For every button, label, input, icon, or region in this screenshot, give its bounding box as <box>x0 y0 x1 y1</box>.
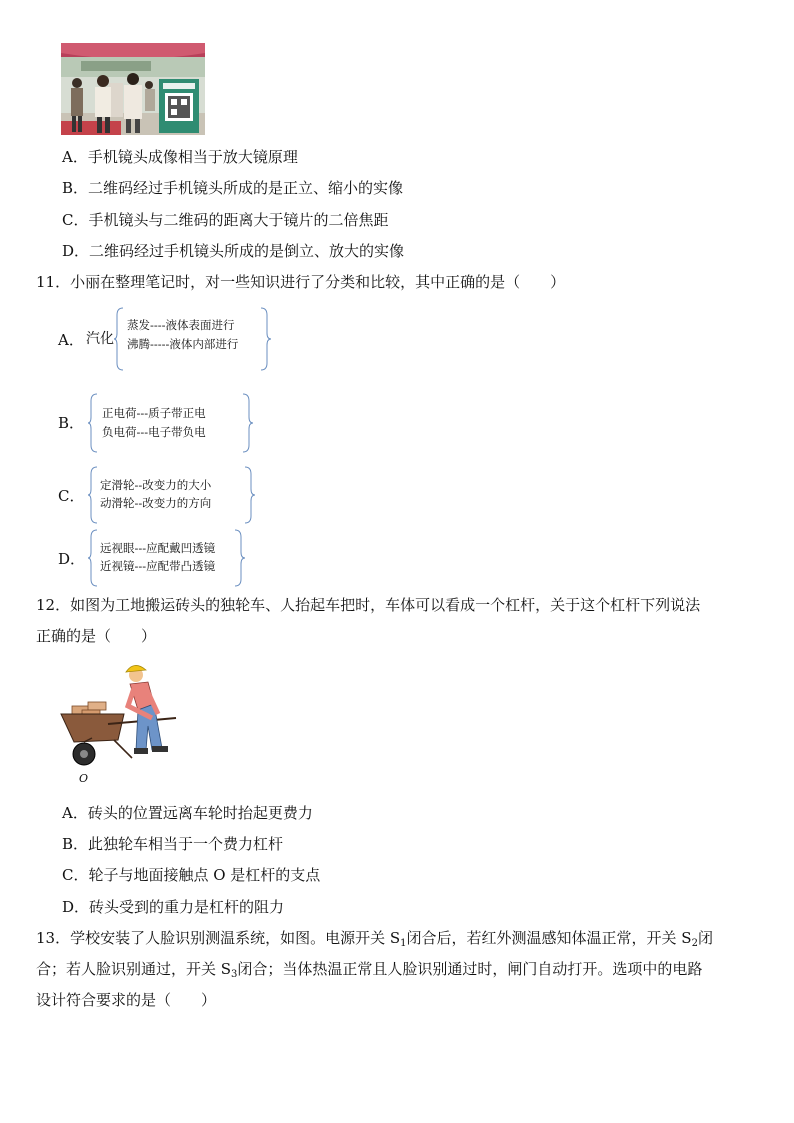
q12-fulcrum-label: O <box>79 772 89 785</box>
q13-stem-line1 <box>36 928 713 954</box>
q11-stem: 11．小丽在整理笔记时，对一些知识进行了分类和比较，其中正确的是（ ） <box>36 273 566 291</box>
q10-photo <box>61 43 205 135</box>
q12-option-a: A．砖头的位置远离车轮时抬起更费力 <box>62 804 313 822</box>
q13-l1-part1: 13．学校安装了人脸识别测温系统，如图。电源开关 S <box>36 929 401 947</box>
q11-option-c-letter: C． <box>58 487 85 505</box>
q13-stem-line3: 设计符合要求的是（ ） <box>36 991 217 1009</box>
q11-option-c-line2: 动滑轮--改变力的方向 <box>100 496 212 510</box>
q13-stem-line2 <box>36 959 702 985</box>
q13-l2-part2: 闭合；当体热温正常且人脸识别通过时，闸门自动打开。选项中的电路 <box>237 960 703 978</box>
q11-option-c-line1: 定滑轮--改变力的大小 <box>100 478 212 492</box>
q12-stem-line2: 正确的是（ ） <box>36 627 157 645</box>
q11-option-d-letter: D． <box>58 550 86 568</box>
q12-wheelbarrow-figure <box>58 658 182 786</box>
q10-option-d: D．二维码经过手机镜头所成的是倒立、放大的实像 <box>62 242 405 260</box>
q11-option-a-letter: A． <box>58 331 84 349</box>
q11-option-d-line2: 近视镜---应配带凸透镜 <box>100 559 216 573</box>
q11-option-a-head: 汽化 <box>86 331 114 347</box>
q13-s1-subscript: 1 <box>400 938 407 949</box>
q10-option-b: B．二维码经过手机镜头所成的是正立、缩小的实像 <box>62 179 404 197</box>
q11-option-b-line2: 负电荷---电子带负电 <box>102 425 206 439</box>
q10-option-a: A．手机镜头成像相当于放大镜原理 <box>62 148 298 166</box>
q12-stem-line1: 12．如图为工地搬运砖头的独轮车、人抬起车把时，车体可以看成一个杠杆，关于这个杠杆下列说法 <box>36 596 701 614</box>
q12-option-b: B．此独轮车相当于一个费力杠杆 <box>62 835 284 853</box>
q13-l2-part1: 合；若人脸识别通过，开关 S <box>36 960 232 978</box>
q13-l1-part3: 闭 <box>697 929 713 947</box>
q11-option-a-line2: 沸腾-----液体内部进行 <box>127 337 239 351</box>
q12-wheelbarrow-drawing <box>58 658 182 786</box>
q11-option-a-line1: 蒸发----液体表面进行 <box>127 318 235 332</box>
q12-option-c: C．轮子与地面接触点 O 是杠杆的支点 <box>62 866 321 884</box>
q10-photo-drawing <box>61 43 205 135</box>
q11-option-b-line1: 正电荷---质子带正电 <box>102 406 206 420</box>
q12-option-d: D．砖头受到的重力是杠杆的阻力 <box>62 898 285 916</box>
q10-option-c: C．手机镜头与二维码的距离大于镜片的二倍焦距 <box>62 211 389 229</box>
q13-s3-subscript: 3 <box>231 969 238 980</box>
q11-option-d-line1: 远视眼---应配戴凹透镜 <box>100 541 216 555</box>
q13-l1-part2: 闭合后，若红外测温感知体温正常，开关 S <box>406 929 692 947</box>
q13-s2-subscript: 2 <box>691 938 698 949</box>
q11-option-b-letter: B． <box>58 414 85 432</box>
